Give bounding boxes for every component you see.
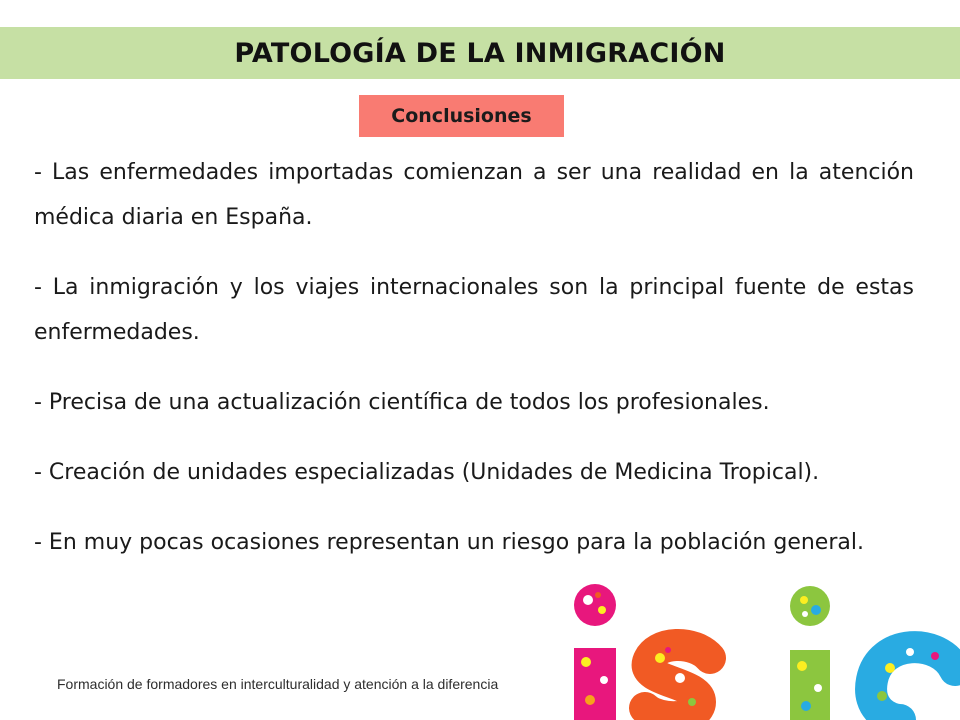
conclusions-list xyxy=(34,150,914,565)
conclusion-item: - La inmigración y los viajes internacionales son la principal fuente de estas enfermedades. xyxy=(34,275,914,345)
logo-dot-1 xyxy=(574,584,616,626)
logo-letter-i-2 xyxy=(790,650,830,720)
title-bar xyxy=(0,27,960,79)
conclusion-item: - Precisa de una actualización científica de todos los profesionales. xyxy=(34,390,770,415)
logo-dot-2 xyxy=(790,586,830,626)
conclusion-item: - Creación de unidades especializadas (Unidades de Medicina Tropical). xyxy=(34,460,820,485)
conclusion-item: - En muy pocas ocasiones representan un riesgo para la población general. xyxy=(34,530,864,555)
logo-letter-i xyxy=(574,648,616,720)
footer-text: Formación de formadores en interculturalidad y atención a la diferencia xyxy=(57,676,499,692)
conclusion-item: - Las enfermedades importadas comienzan a ser una realidad en la atención médica diaria en España. xyxy=(34,160,914,230)
section-label: Conclusiones xyxy=(359,95,564,137)
logo-letter-s xyxy=(645,645,710,717)
dotted-letters-logo xyxy=(560,580,960,720)
slide-title: PATOLOGÍA DE LA INMIGRACIÓN xyxy=(234,37,726,69)
logo-letter-c xyxy=(871,647,955,720)
